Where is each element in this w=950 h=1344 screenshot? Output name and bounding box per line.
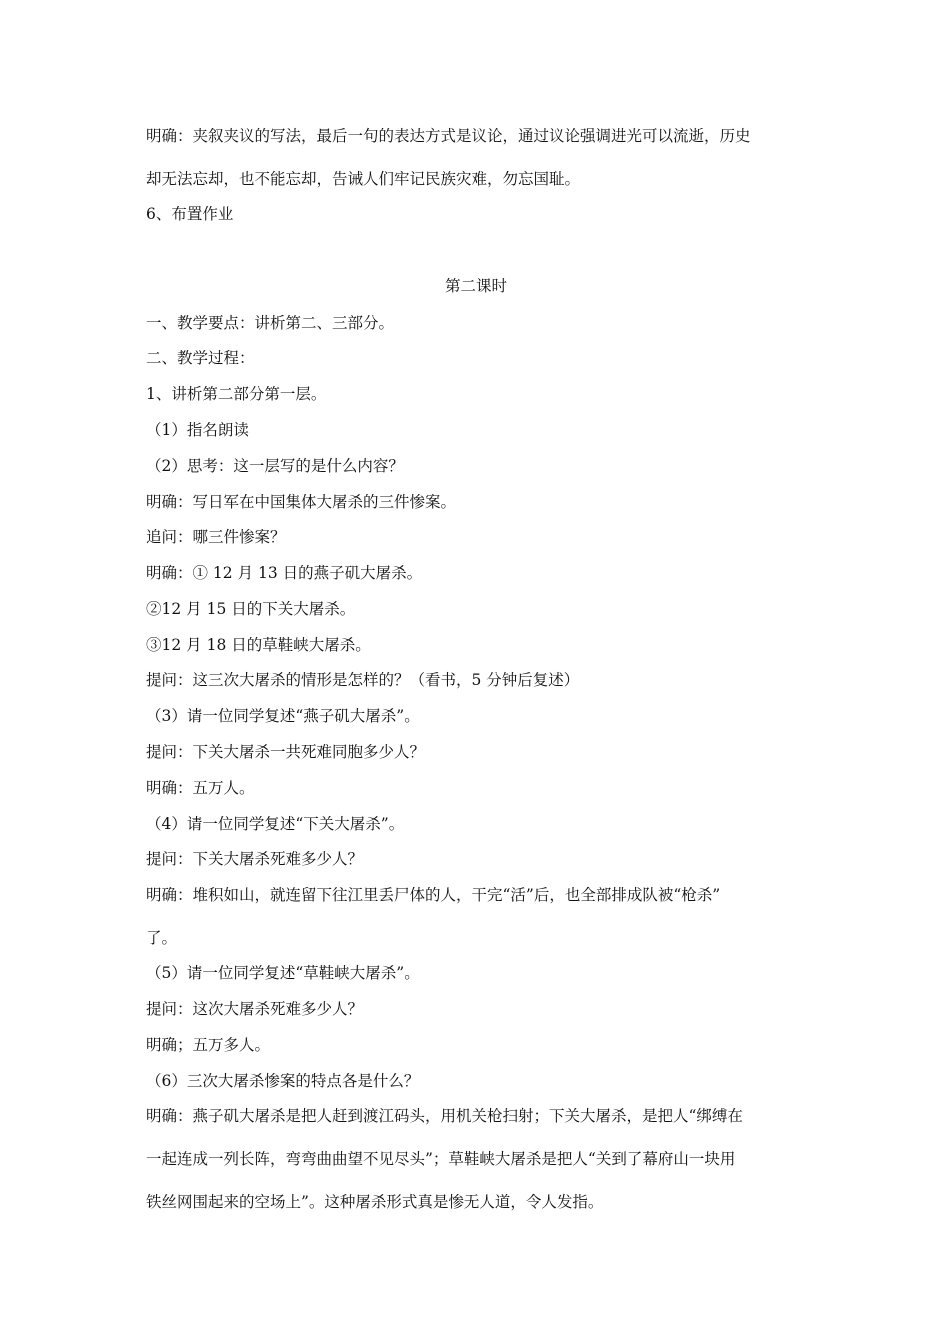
section-heading: 第二课时: [444, 277, 507, 295]
paragraph-line: 了。: [146, 929, 178, 947]
paragraph-line: 6、布置作业: [146, 205, 234, 223]
paragraph-line: 明确；五万多人。: [146, 1036, 271, 1054]
paragraph-line: 追问：哪三件惨案？: [146, 528, 286, 546]
paragraph-line: （1）指名朗读: [146, 421, 249, 439]
paragraph-line: 一、教学要点：讲析第二、三部分。: [146, 314, 395, 332]
paragraph-line: 二、教学过程：: [146, 349, 255, 367]
paragraph-line: 1、讲析第二部分第一层。: [146, 385, 327, 403]
paragraph-line: 却无法忘却，也不能忘却，告诫人们牢记民族灾难，勿忘国耻。: [146, 170, 581, 188]
paragraph-line: 明确：写日军在中国集体大屠杀的三件惨案。: [146, 493, 457, 511]
paragraph-line: 明确：五万人。: [146, 779, 255, 797]
paragraph-line: 明确：① 12 月 13 日的燕子矶大屠杀。: [146, 564, 423, 582]
paragraph-line: 提问：下关大屠杀一共死难同胞多少人？: [146, 743, 426, 761]
paragraph-line: （5）请一位同学复述“草鞋峡大屠杀”。: [146, 964, 420, 982]
paragraph-line: 提问：这次大屠杀死难多少人？: [146, 1000, 364, 1018]
paragraph-line: 明确：堆积如山，就连留下往江里丢尸体的人，干完“活”后，也全部排成队被“枪杀”: [146, 886, 721, 904]
paragraph-line: ③12 月 18 日的草鞋峡大屠杀。: [146, 636, 371, 654]
paragraph-line: （6）三次大屠杀惨案的特点各是什么？: [146, 1072, 420, 1090]
paragraph-line: 明确：燕子矶大屠杀是把人赶到渡江码头，用机关枪扫射；下关大屠杀，是把人“绑缚在: [146, 1107, 743, 1125]
paragraph-line: ②12 月 15 日的下关大屠杀。: [146, 600, 356, 618]
paragraph-line: 提问：下关大屠杀死难多少人？: [146, 850, 364, 868]
paragraph-line: （4）请一位同学复述“下关大屠杀”。: [146, 815, 405, 833]
paragraph-line: 提问：这三次大屠杀的情形是怎样的？（看书，5 分钟后复述）: [146, 671, 580, 689]
paragraph-line: 铁丝网围起来的空场上”。这种屠杀形式真是惨无人道，令人发指。: [146, 1193, 604, 1211]
paragraph-line: 一起连成一列长阵，弯弯曲曲望不见尽头”；草鞋峡大屠杀是把人“关到了幕府山一块用: [146, 1150, 736, 1168]
paragraph-line: 明确：夹叙夹议的写法，最后一句的表达方式是议论，通过议论强调进光可以流逝，历史: [146, 127, 751, 145]
paragraph-line: （2）思考：这一层写的是什么内容？: [146, 457, 404, 475]
paragraph-line: （3）请一位同学复述“燕子矶大屠杀”。: [146, 707, 420, 725]
